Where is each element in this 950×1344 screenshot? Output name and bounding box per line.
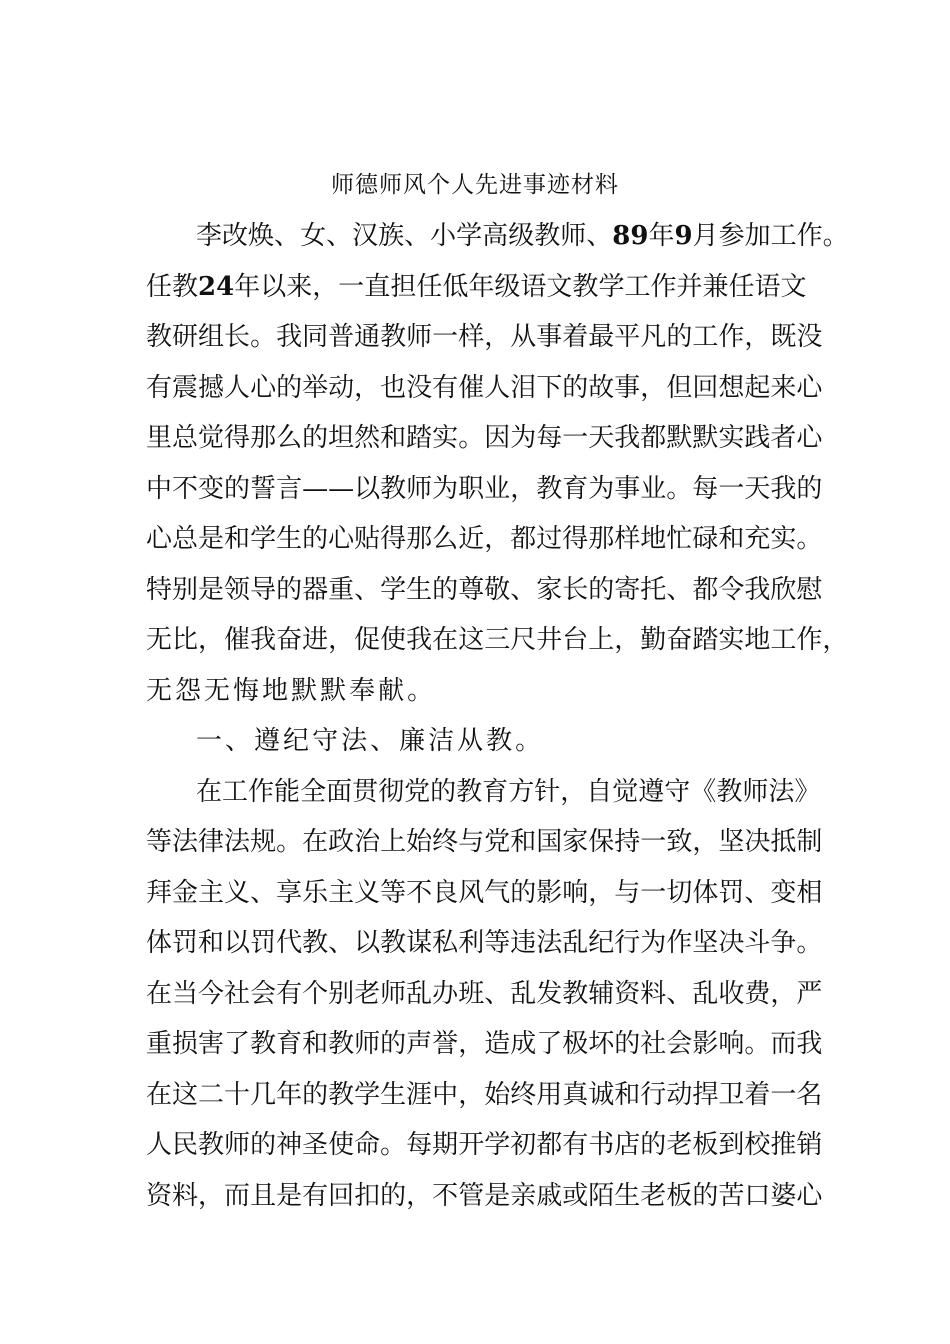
- body-line: 一 、 遵 纪 守 法 、 廉 洁 从 教 。: [196, 726, 542, 756]
- body-line: 中 不 变 的 誓 言 — — 以 教 师 为 职 业 ， 教 育 为 事 业 。 每 一 天 我 的: [146, 474, 823, 504]
- body-line: 等 法 律 法 规 。 在 政 治 上 始 终 与 党 和 国 家 保 持 一 致 ， 坚 决 抵 制: [146, 827, 823, 857]
- body-line: 无 比 ， 催 我 奋 进 ， 促 使 我 在 这 三 尺 井 台 上 ， 勤 奋 踏 实 地 工 作 ，: [146, 625, 849, 655]
- body-line: 任 教 24 年 以 来 ， 一 直 担 任 低 年 级 语 文 教 学 工 作 并 兼 任 语 文: [146, 272, 807, 302]
- body-line: 资 料 ， 而 且 是 有 回 扣 的 ， 不 管 是 亲 戚 或 陌 生 老 板 的 苦 口 婆 心: [146, 1181, 823, 1211]
- body-line: 重 损 害 了 教 育 和 教 师 的 声 誉 ， 造 成 了 极 坏 的 社 会 影 响 。 而 我: [146, 1029, 823, 1059]
- body-line: 在 这 二 十 几 年 的 教 学 生 涯 中 ， 始 终 用 真 诚 和 行 动 捍 卫 着 一 名: [146, 1080, 823, 1110]
- body-line: 人 民 教 师 的 神 圣 使 命 。 每 期 开 学 初 都 有 书 店 的 老 板 到 校 推 销: [146, 1130, 823, 1160]
- document-title: 师德师风个人先进事迹材料: [331, 172, 619, 198]
- body-line: 在 工 作 能 全 面 贯 彻 党 的 教 育 方 针 ， 自 觉 遵 守 《 教 师 法 》: [196, 777, 821, 807]
- body-line: 拜 金 主 义 、 享 乐 主 义 等 不 良 风 气 的 影 响 ， 与 一 切 体 罚 、 变 相: [146, 878, 823, 908]
- body-line: 有 震 撼 人 心 的 举 动 ， 也 没 有 催 人 泪 下 的 故 事 ， 但 回 想 起 来 心: [146, 373, 823, 403]
- body-line: 教 研 组 长 。 我 同 普 通 教 师 一 样 ， 从 事 着 最 平 凡 的 工 作 ， 既 没: [146, 322, 823, 352]
- body-line: 李 改 焕 、 女 、 汉 族 、 小 学 高 级 教 师 、 89 年 9 月 参 加 工 作 。: [196, 221, 849, 251]
- body-line: 体 罚 和 以 罚 代 教 、 以 教 谋 私 利 等 违 法 乱 纪 行 为 作 坚 决 斗 争 。: [146, 928, 823, 958]
- body-line: 特 别 是 领 导 的 器 重 、 学 生 的 尊 敬 、 家 长 的 寄 托 、 都 令 我 欣 慰: [146, 575, 823, 605]
- body-line: 在 当 今 社 会 有 个 别 老 师 乱 办 班 、 乱 发 教 辅 资 料 、 乱 收 费 ， 严: [146, 979, 823, 1009]
- body-line: 里 总 觉 得 那 么 的 坦 然 和 踏 实 。 因 为 每 一 天 我 都 默 默 实 践 者 心: [146, 423, 823, 453]
- body-line: 心 总 是 和 学 生 的 心 贴 得 那 么 近 ， 都 过 得 那 样 地 忙 碌 和 充 实 。: [146, 524, 823, 554]
- body-line: 无 怨 无 悔 地 默 默 奉 献 。: [146, 676, 434, 706]
